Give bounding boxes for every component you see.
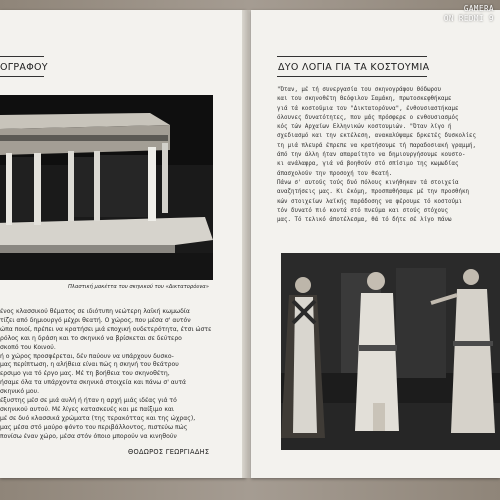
text-line: Πάνω σ' αυτούς τούς δυό πόλους κινήθηκαν τά στοιχεία: [277, 179, 459, 186]
text-line: μας. Τό τελικό άποτέλεσμα, θά τό δήτε σέ λίγο πάνω: [277, 217, 452, 224]
camera-watermark-model: ON REDMI 9: [443, 14, 494, 23]
costumed-actors-photo: [281, 253, 500, 450]
right-page: [251, 10, 500, 478]
right-page-heading: ΔΥΟ ΛΟΓΙΑ ΓΙΑ ΤΑ ΚΟΣΤΟΥΜΙΑ: [278, 62, 430, 73]
heading-rule-top: [277, 56, 427, 57]
text-line: σκηνικού αυτού. Μέ λίγες κατασκευές και με παίξιμο και: [0, 405, 174, 413]
text-line: μας μέσα στό μαύρο φόντο του περιβάλλοντος, πιστεύω πώς: [0, 423, 188, 431]
text-line: κι ανάλαφρα, γιά νά βοηθούν στό σπίσιμο της κωμωδίας: [277, 161, 459, 168]
text-line: μας περίπτωση, η αλήθεια είναι πώς η σκηνή του θεάτρου: [0, 361, 179, 369]
right-body-text: [277, 86, 500, 225]
left-page-heading: ΟΓΡΑΦΟΥ: [0, 62, 48, 73]
text-line: πονίσω έναν χώρο, μέσα στόν όποιο μπορούν να κινηθούν: [0, 432, 177, 440]
stage-model-illustration: [0, 95, 213, 280]
text-line: ώπα ποιοί, πρέπει να κρατήσει μιά εποχική ουδετερότητα, έτσι ώστε: [0, 325, 212, 333]
stage-model-photo: [0, 95, 213, 280]
actors-illustration: [281, 253, 500, 450]
text-line: κός τών Αρχαίων Ελληνικών κοστουμιών. "Όταν λίγο ή: [277, 124, 452, 131]
text-line: και του σκηνοθέτη Θεόφιλου Σαμάκη, πρωτοσκεφθήκαμε: [277, 96, 452, 103]
author-signature: ΘΟΔΩΡΟΣ ΓΕΩΡΓΙΑΔΗΣ: [128, 448, 210, 456]
text-line: άπασχολούν την προσοχή του θεατή.: [277, 170, 393, 177]
text-line: τη μιά πλευρά έπρεπε να κρατήσουμε τή παραδοσιακή γραμμή,: [277, 142, 476, 149]
text-line: τόν δυνατό πιό κοντά στό πνεύμα και στούς στόχους: [277, 207, 449, 214]
camera-watermark-brand: GAMERA: [463, 4, 494, 13]
text-line: ήσαμε όλα τα υπάρχοντα σκηνικά στοιχεία και πάνω σ' αυτά: [0, 379, 187, 387]
heading-rule-bottom: [0, 76, 44, 77]
text-line: ερσιμο για τό έργο μας. Μέ τη βοήθεια του σκηνοθέτη,: [0, 370, 170, 378]
text-line: ρόλος και η δράση και το σκηνικό να βρίσκεται σε δεύτερο: [0, 334, 182, 342]
text-line: σκοπό του Κοινού.: [0, 343, 56, 351]
text-line: σχεδιασμό και την εκτέλεση, ανακαλύψαμε δρκετές δυσκολίες: [277, 133, 476, 140]
text-line: ένος κλασσικού θέματος σε ιδιότυπη νεώτερη λαϊκή κωμωδία: [0, 308, 190, 315]
text-line: κών στοιχείων λαϊκής παράδοσης να φέρουμε τό κοστούμι: [277, 198, 462, 205]
left-page: [0, 10, 246, 478]
text-line: μέ σε δυό κλασσικά χρώματα (της τερακόττας και της ώχρας),: [0, 414, 196, 422]
text-line: άπό την άλλη ήταν απαραίτητο να δημιουργήσουμε κουστο-: [277, 152, 466, 159]
text-line: "Όταν, μέ τή συνεργασία του σκηνογράφου Θόδωρου: [277, 87, 442, 93]
text-line: έξυστης μέσ σε μιά αυλή ή ήταν η αρχή μιάς ιδέας γιά τό: [0, 397, 177, 405]
photo-caption: Πλαστική μακέττα του σκηνικού του «Δικτατορόυνα»: [68, 284, 209, 290]
text-line: αναζητήσεις μας. Κι έκόμη, προσπαθήσαμε μέ την προσθήκη: [277, 189, 469, 196]
text-line: σκηνικό μου.: [0, 388, 40, 396]
heading-rule-bottom: [277, 76, 427, 77]
left-body-text: [0, 308, 240, 442]
text-line: όλουνες δυνατότητες, που μάς πρόσφερε ο ενθουσιασμός: [277, 114, 459, 121]
text-line: τίζει από δημιουργό μέχρι θεατή. Ο χώρος, που μέσα σ' αυτόν: [0, 316, 191, 324]
text-line: γιά τά κοστούμια του "Δικτατορόυνα", ένθουσιαστήκαμε: [277, 105, 459, 112]
heading-rule-top: [0, 56, 44, 57]
text-line: ή ο χώρος προσφέρεται, δέν παύουν να υπάρχουν δυσκο-: [0, 352, 174, 360]
